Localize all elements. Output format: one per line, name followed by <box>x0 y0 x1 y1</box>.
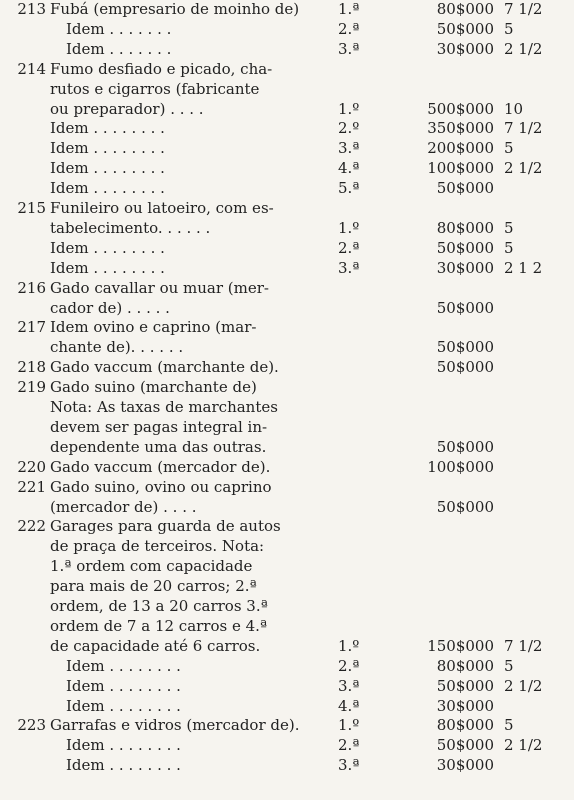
item-rate: 7 1/2 <box>504 119 543 138</box>
item-description: chante de). . . . . . <box>50 338 184 357</box>
item-rate: 2 1 2 <box>504 258 543 277</box>
item-rate: 5 <box>504 238 514 257</box>
item-order: 2.ª <box>338 19 360 38</box>
item-value: 150$000 <box>427 636 494 655</box>
item-value: 50$000 <box>436 238 494 257</box>
item-value: 50$000 <box>436 358 494 377</box>
item-number: 215 <box>17 199 46 217</box>
item-value: 100$000 <box>427 159 494 178</box>
item-order: 2.º <box>338 119 360 138</box>
item-description: Fumo desfiado e picado, cha- <box>50 59 273 78</box>
item-rate: 5 <box>504 139 514 158</box>
item-number: 220 <box>17 457 46 476</box>
item-description: (mercador de) . . . . <box>50 497 197 516</box>
item-number: 219 <box>17 378 46 397</box>
item-order: 4.ª <box>338 159 360 178</box>
document-line <box>0 557 574 576</box>
item-value: 80$000 <box>436 716 494 735</box>
item-description: dependente uma das outras. <box>50 437 267 456</box>
item-rate: 5 <box>504 656 514 675</box>
item-description: ordem, de 13 a 20 carros 3.ª <box>50 597 268 615</box>
item-rate: 2 1/2 <box>504 159 543 178</box>
item-order: 3.ª <box>338 676 360 695</box>
document-line <box>0 577 574 596</box>
item-description: Idem . . . . . . . . <box>66 696 181 715</box>
item-rate: 2 1/2 <box>504 676 543 695</box>
document-line <box>0 159 574 178</box>
item-value: 350$000 <box>427 119 494 138</box>
document-line <box>0 716 574 735</box>
item-description: Gado cavallar ou muar (mer- <box>50 278 269 297</box>
document-line <box>0 617 574 636</box>
item-value: 200$000 <box>427 139 494 158</box>
item-rate: 7 1/2 <box>504 636 543 655</box>
item-number: 216 <box>17 278 46 297</box>
item-order: 2.ª <box>338 238 360 257</box>
item-value: 30$000 <box>436 258 494 277</box>
item-order: 5.ª <box>338 179 360 198</box>
item-description: Garages para guarda de autos <box>50 517 281 536</box>
item-description: Idem . . . . . . . . <box>66 736 181 755</box>
item-order: 1.º <box>338 716 360 735</box>
item-order: 1.º <box>338 218 360 237</box>
item-description: cador de) . . . . . <box>50 298 170 317</box>
document-line <box>0 657 574 676</box>
item-rate: 5 <box>504 218 514 237</box>
document-line <box>0 637 574 656</box>
item-description: Gado vaccum (marchante de). <box>50 358 279 377</box>
item-description: Idem . . . . . . . <box>66 19 172 38</box>
document-line <box>0 517 574 536</box>
item-rate: 7 1/2 <box>504 0 543 18</box>
item-description: Idem . . . . . . . . <box>66 676 181 695</box>
document-line <box>0 398 574 417</box>
document-line <box>0 279 574 298</box>
document-line <box>0 40 574 59</box>
item-number: 223 <box>17 716 46 735</box>
item-order: 2.ª <box>338 736 360 755</box>
item-rate: 5 <box>504 19 514 38</box>
item-value: 30$000 <box>436 696 494 715</box>
item-number: 222 <box>17 517 46 536</box>
item-value: 50$000 <box>436 676 494 695</box>
item-description: Idem . . . . . . . . <box>50 139 165 158</box>
item-rate: 10 <box>504 99 524 118</box>
item-order: 3.ª <box>338 39 360 58</box>
document-line <box>0 199 574 218</box>
item-description: de praça de terceiros. Nota: <box>50 537 265 556</box>
item-description: Idem ovino e caprino (mar- <box>50 318 257 337</box>
document-line <box>0 119 574 138</box>
item-description: 1.ª ordem com capacidade <box>50 557 253 576</box>
document-line <box>0 179 574 198</box>
item-value: 80$000 <box>436 0 494 18</box>
document-line <box>0 338 574 357</box>
item-value: 50$000 <box>436 179 494 198</box>
item-value: 50$000 <box>436 338 494 357</box>
item-value: 30$000 <box>436 39 494 58</box>
document-line <box>0 318 574 337</box>
item-value: 30$000 <box>436 756 494 775</box>
item-order: 3.ª <box>338 139 360 158</box>
document-line <box>0 358 574 377</box>
item-value: 50$000 <box>436 19 494 38</box>
item-rate: 2 1/2 <box>504 39 543 58</box>
item-order: 4.ª <box>338 696 360 715</box>
item-description: Gado suino, ovino ou caprino <box>50 477 272 496</box>
item-value: 50$000 <box>436 497 494 516</box>
document-line <box>0 139 574 158</box>
item-description: Idem . . . . . . . . <box>50 179 165 198</box>
item-description: Idem . . . . . . . . <box>50 258 165 277</box>
item-description: Funileiro ou latoeiro, com es- <box>50 199 274 217</box>
item-number: 221 <box>17 477 46 496</box>
item-description: Idem . . . . . . . . <box>50 159 165 178</box>
item-order: 1.º <box>338 636 360 655</box>
item-order: 3.ª <box>338 258 360 277</box>
item-description: de capacidade até 6 carros. <box>50 636 261 655</box>
item-number: 214 <box>17 59 46 78</box>
item-value: 100$000 <box>427 457 494 476</box>
item-description: devem ser pagas integral in- <box>50 417 268 436</box>
document-line <box>0 20 574 39</box>
document-line <box>0 239 574 258</box>
document-line <box>0 697 574 716</box>
item-rate: 2 1/2 <box>504 736 543 755</box>
item-order: 1.º <box>338 99 360 118</box>
item-description: Idem . . . . . . . . <box>66 656 181 675</box>
item-description: Idem . . . . . . . . <box>50 119 165 138</box>
item-number: 218 <box>17 358 46 377</box>
item-number: 213 <box>17 0 46 18</box>
item-order: 3.ª <box>338 756 360 775</box>
item-value: 80$000 <box>436 656 494 675</box>
item-description: Idem . . . . . . . <box>66 39 172 58</box>
item-order: 1.ª <box>338 0 360 18</box>
document-line <box>0 478 574 497</box>
item-description: Nota: As taxas de marchantes <box>50 398 278 416</box>
item-value: 50$000 <box>436 298 494 317</box>
document-line <box>0 299 574 318</box>
item-value: 50$000 <box>436 437 494 456</box>
item-number: 217 <box>17 318 46 337</box>
item-rate: 5 <box>504 716 514 735</box>
document-line <box>0 259 574 278</box>
item-description: tabelecimento. . . . . . <box>50 218 211 237</box>
item-value: 500$000 <box>427 99 494 118</box>
document-line <box>0 80 574 99</box>
document-line <box>0 0 574 19</box>
item-description: rutos e cigarros (fabricante <box>50 79 260 98</box>
item-description: Idem . . . . . . . . <box>50 238 165 257</box>
item-value: 80$000 <box>436 218 494 237</box>
item-description: ou preparador) . . . . <box>50 99 204 118</box>
document-line <box>0 100 574 119</box>
document-line <box>0 756 574 775</box>
document-line <box>0 458 574 477</box>
item-description: Idem . . . . . . . . <box>66 756 181 775</box>
document-line <box>0 597 574 616</box>
item-value: 50$000 <box>436 736 494 755</box>
document-line <box>0 677 574 696</box>
document-line <box>0 736 574 755</box>
item-description: Garrafas e vidros (mercador de). <box>50 716 300 735</box>
document-line <box>0 219 574 238</box>
document-line <box>0 537 574 556</box>
document-line <box>0 438 574 457</box>
document-line <box>0 60 574 79</box>
document-line <box>0 378 574 397</box>
item-order: 2.ª <box>338 656 360 675</box>
item-description: Gado vaccum (mercador de). <box>50 457 271 476</box>
item-description: ordem de 7 a 12 carros e 4.ª <box>50 616 268 635</box>
document-line <box>0 418 574 437</box>
item-description: para mais de 20 carros; 2.ª <box>50 577 257 596</box>
item-description: Gado suino (marchante de) <box>50 378 257 397</box>
document-line <box>0 498 574 517</box>
item-description: Fubá (empresario de moinho de) <box>50 0 300 18</box>
